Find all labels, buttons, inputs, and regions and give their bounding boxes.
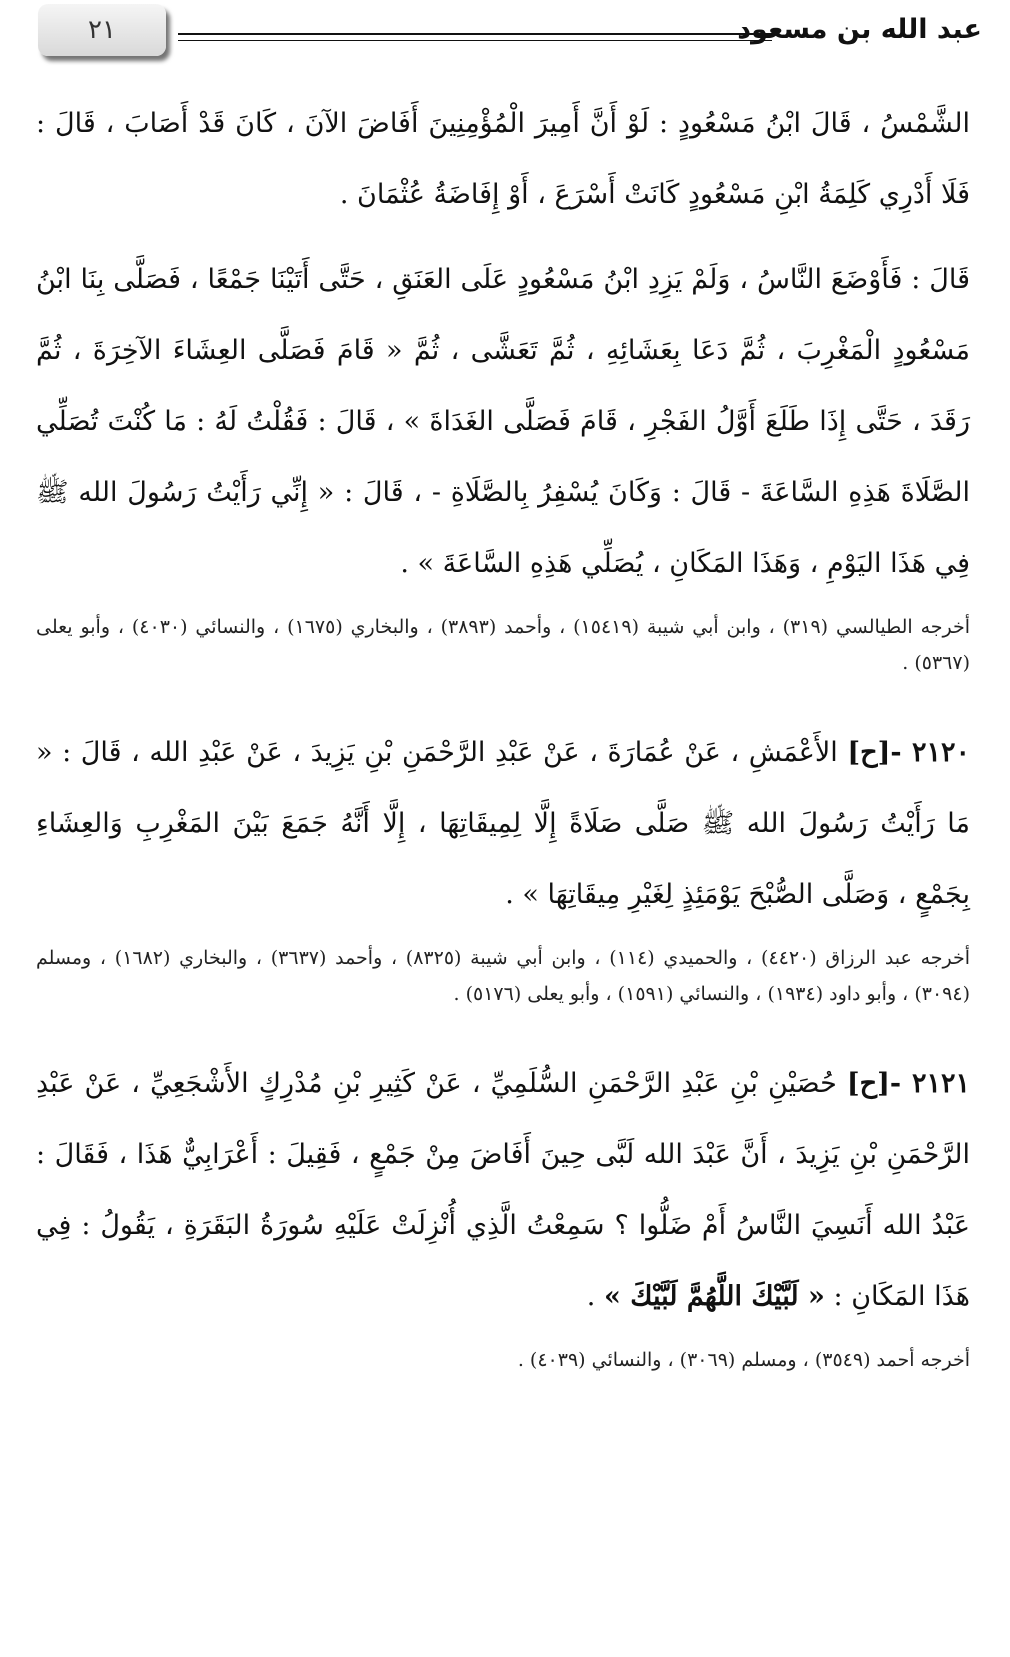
takhrij-footnote-1: أخرجه الطيالسي (٣١٩) ، وابن أبي شيبة (١٥٤١٩) ، وأحمد (٣٨٩٣) ، والبخاري (١٦٧٥) ، والنسائي (٤٠٣٠) ، وأبو يعلى (٥٣٦٧) . bbox=[36, 616, 971, 674]
takhrij-footnote-2: أخرجه عبد الرزاق (٤٤٢٠) ، والحميدي (١١٤) ، وابن أبي شيبة (٨٣٢٥) ، وأحمد (٣٦٣٧) ، والبخاري (١٦٨٢) ، ومسلم (٣٠٩٤) ، وأبو داود (١٩٣٤) ، والنسائي (١٥٩١) ، وأبو يعلى (٥١٧٦) . bbox=[36, 947, 971, 1005]
hadith-2121 bbox=[36, 1048, 970, 1332]
page-body bbox=[36, 88, 970, 1378]
hadith-2120-text: الأَعْمَشِ ، عَنْ عُمَارَةَ ، عَنْ عَبْدِ الرَّحْمَنِ بْنِ يَزِيدَ ، عَنْ عَبْدِ الله ، قَالَ : « مَا رَأَيْتُ رَسُولَ الله ﷺ صَلَّى صَلَاةً إِلَّا لِمِيقَاتِهَا ، إِلَّا أَنَّهُ جَمَعَ بَيْنَ المَغْرِبِ وَالعِشَاءِ بِجَمْعٍ ، وَصَلَّى الصُّبْحَ يَوْمَئِذٍ لِغَيْرِ مِيقَاتِهَا » . bbox=[36, 737, 970, 910]
running-title: عبد الله بن مسعود bbox=[737, 14, 982, 45]
hadith-2120 bbox=[36, 717, 970, 930]
hadith-2121-text: حُصَيْنِ بْنِ عَبْدِ الرَّحْمَنِ السُّلَمِيِّ ، عَنْ كَثِيرِ بْنِ مُدْرِكٍ الأَشْجَعِيِّ ، عَنْ عَبْدِ الرَّحْمَنِ بْنِ يَزِيدَ ، أَنَّ عَبْدَ الله لَبَّى حِينَ أَفَاضَ مِنْ جَمْعٍ ، فَقِيلَ : أَعْرَابِيٌّ هَذَا ، فَقَالَ : عَبْدُ الله أَنَسِيَ النَّاسُ أَمْ ضَلُّوا ؟ سَمِعْتُ الَّذِي أُنْزِلَتْ عَلَيْهِ سُورَةُ البَقَرَةِ ، يَقُولُ : فِي هَذَا المَكَانِ : bbox=[36, 1068, 970, 1312]
hadith-2121-end: . bbox=[586, 1281, 604, 1312]
page-number: ٢١ bbox=[88, 15, 116, 45]
takhrij-footnote-3: أخرجه أحمد (٣٥٤٩) ، ومسلم (٣٠٦٩) ، والنسائي (٤٠٣٩) . bbox=[517, 1349, 970, 1371]
paragraph-narration: قَالَ : فَأَوْضَعَ النَّاسُ ، وَلَمْ يَزِدِ ابْنُ مَسْعُودٍ عَلَى العَنَقِ ، حَتَّى أَتَيْنَا جَمْعًا ، فَصَلَّى بِنَا ابْنُ مَسْعُودٍ الْمَغْرِبَ ، ثُمَّ دَعَا بِعَشَائِهِ ، ثُمَّ تَعَشَّى ، ثُمَّ « قَامَ فَصَلَّى العِشَاءَ الآخِرَةَ ، ثُمَّ رَقَدَ ، حَتَّى إِذَا طَلَعَ أَوَّلُ الفَجْرِ ، قَامَ فَصَلَّى الغَدَاةَ » ، قَالَ : فَقُلْتُ لَهُ : مَا كُنْتَ تُصَلِّي الصَّلَاةَ هَذِهِ السَّاعَةَ - قَالَ : وَكَانَ يُسْفِرُ بِالصَّلَاةِ - ، قَالَ : « إِنِّي رَأَيْتُ رَسُولَ الله ﷺ فِي هَذَا اليَوْمِ ، وَهَذَا المَكَانِ ، يُصَلِّي هَذِهِ السَّاعَةَ » . bbox=[36, 264, 970, 579]
header-rule bbox=[178, 33, 772, 35]
paragraph-continued: الشَّمْسُ ، قَالَ ابْنُ مَسْعُودٍ : لَوْ أَنَّ أَمِيرَ الْمُؤْمِنِينَ أَفَاضَ الآنَ ، كَانَ قَدْ أَصَابَ ، قَالَ : فَلَا أَدْرِي كَلِمَةُ ابْنِ مَسْعُودٍ كَانَتْ أَسْرَعَ ، أَوْ إِفَاضَةُ عُثْمَانَ . bbox=[36, 108, 970, 210]
header-rule-thin bbox=[178, 40, 772, 41]
page-number-tab bbox=[38, 4, 166, 56]
talbiyah-quote: « لَبَّيْكَ اللَّهُمَّ لَبَّيْكَ » bbox=[603, 1281, 825, 1312]
hadith-number-2121: ٢١٢١ -[ح] bbox=[846, 1068, 971, 1099]
hadith-number-2120: ٢١٢٠ -[ح] bbox=[847, 737, 970, 768]
page-header bbox=[30, 0, 982, 60]
